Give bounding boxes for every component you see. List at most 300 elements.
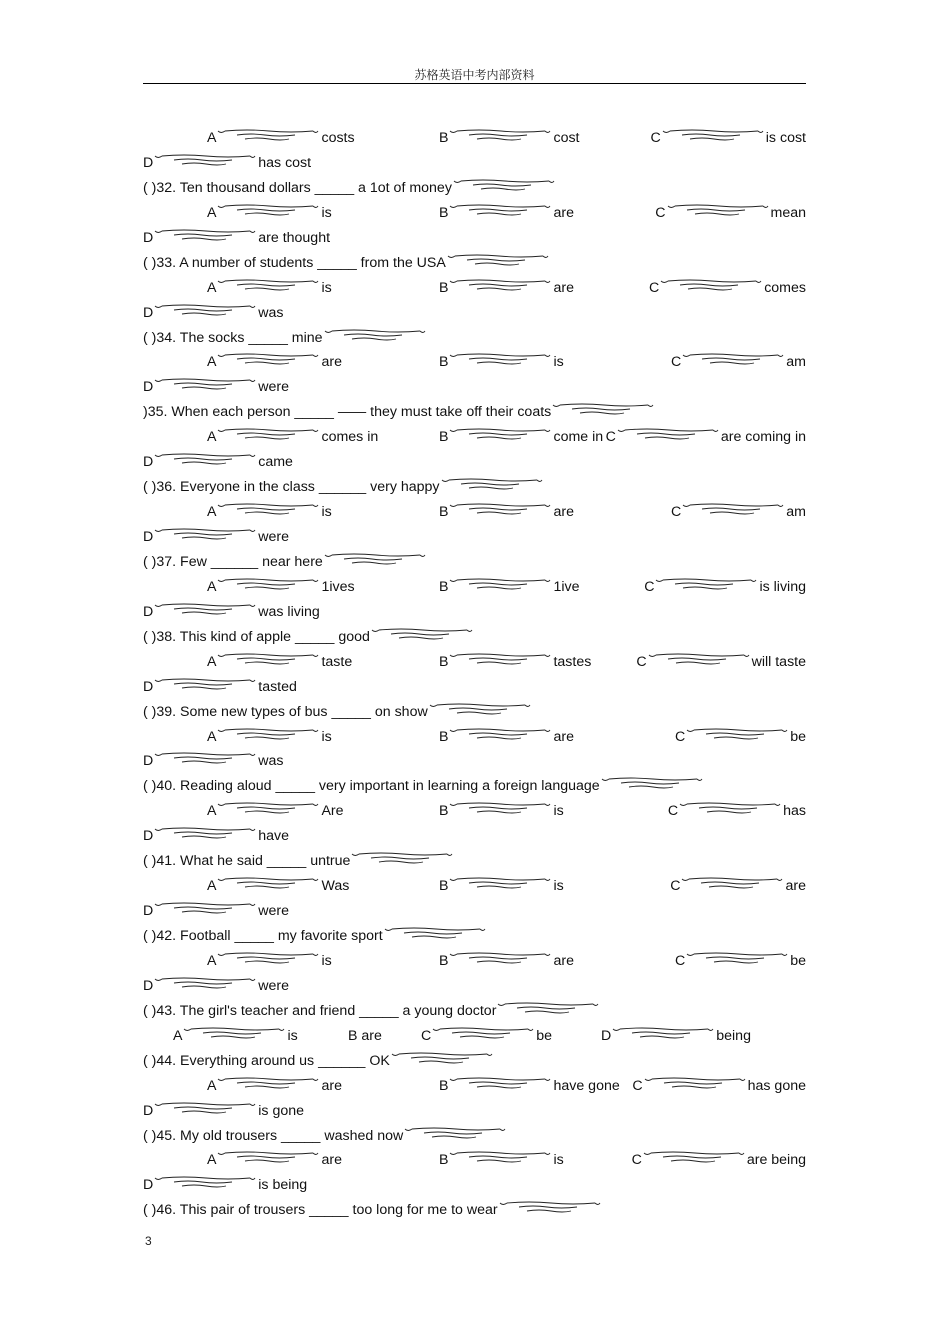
wavy-underline-icon (217, 951, 319, 967)
options-line (143, 725, 806, 750)
option-text: was (258, 304, 284, 321)
answer-option (644, 575, 806, 600)
question-text: ( )44. Everything around us ______ OK (143, 1052, 390, 1069)
wavy-underline-icon (404, 1126, 506, 1142)
option-text: comes (764, 279, 806, 296)
option-letter: A (207, 279, 217, 296)
option-text: were (258, 379, 290, 396)
option-d-line (143, 749, 806, 774)
answer-option (439, 1074, 620, 1099)
answer-option (632, 1148, 806, 1173)
wavy-underline-icon (217, 1076, 319, 1092)
wavy-underline-icon (449, 1150, 551, 1166)
wavy-underline-icon (644, 1076, 746, 1092)
option-letter: A (207, 578, 217, 595)
answer-option (439, 201, 574, 226)
option-letter: C (632, 1077, 643, 1094)
option-letter: D (143, 229, 154, 246)
wavy-underline-icon (449, 502, 551, 518)
question-text: )35. When each person _____ —— they must take off their coats (143, 404, 552, 421)
page-header: 苏格英语中考内部资料 (414, 68, 535, 82)
wavy-underline-icon (449, 203, 551, 219)
option-text: are (553, 204, 574, 221)
question-line (143, 550, 806, 575)
option-letter: B (439, 279, 449, 296)
option-text: is (321, 504, 332, 521)
option-text: am (786, 504, 806, 521)
option-letter: D (143, 753, 154, 770)
answer-option (173, 1024, 298, 1049)
wavy-underline-icon (449, 128, 551, 144)
wavy-underline-icon (154, 751, 256, 767)
wavy-underline-icon (681, 876, 783, 892)
option-letter: C (671, 354, 682, 371)
option-letter: A (207, 354, 217, 371)
answer-option (439, 874, 564, 899)
option-letter: C (671, 504, 682, 521)
options-line (143, 350, 806, 375)
option-text: have gone (553, 1077, 620, 1094)
option-d-line (143, 600, 806, 625)
option-text: tasted (258, 678, 297, 695)
option-letter: C (674, 728, 686, 745)
option-text: Are (321, 803, 344, 820)
option-text: is living (759, 578, 806, 595)
option-letter: D (143, 304, 154, 321)
question-text: ( )46. This pair of trousers _____ too long for me to wear (143, 1202, 498, 1219)
options-line (143, 1074, 806, 1099)
wavy-underline-icon (679, 801, 781, 817)
option-text: were (258, 529, 290, 545)
answer-option (207, 500, 332, 525)
question-line (143, 400, 806, 425)
answer-option (636, 650, 806, 675)
question-text: ( )37. Few ______ near here (143, 553, 323, 570)
option-text: are coming in (720, 429, 806, 446)
answer-option (606, 425, 806, 450)
question-line (143, 251, 806, 276)
options-line (143, 126, 806, 151)
option-letter: A (207, 878, 217, 895)
question-line (143, 326, 806, 351)
question-text: ( )34. The socks _____ mine (143, 329, 323, 346)
answer-option (207, 799, 344, 824)
option-text: is (553, 878, 564, 895)
answer-option (670, 874, 806, 899)
answer-option (439, 276, 574, 301)
wavy-underline-icon (154, 901, 256, 917)
options-line (143, 650, 806, 675)
answer-option (439, 126, 580, 151)
wavy-underline-icon (449, 427, 551, 443)
answer-option (207, 126, 355, 151)
option-letter: A (207, 1152, 217, 1169)
option-letter: A (207, 653, 217, 670)
option-d-line (143, 1099, 806, 1124)
option-text: was (258, 753, 284, 770)
option-letter: A (173, 1027, 183, 1044)
answer-option (439, 575, 580, 600)
answer-option (421, 1024, 552, 1049)
option-text: is (321, 952, 332, 969)
option-letter: C (648, 279, 660, 296)
wavy-underline-icon (432, 1026, 534, 1042)
question-line (143, 1124, 806, 1149)
question-text: ( )36. Everyone in the class ______ very happy (143, 479, 440, 496)
answer-option (439, 949, 574, 974)
option-text: has (783, 803, 806, 820)
wavy-underline-icon (449, 876, 551, 892)
option-text: was living (258, 603, 320, 620)
wavy-underline-icon (601, 776, 703, 792)
option-letter: C (650, 130, 661, 146)
wavy-underline-icon (154, 1175, 256, 1191)
option-text: be (536, 1027, 553, 1044)
option-letter: C (644, 578, 655, 595)
option-letter: D (601, 1027, 612, 1044)
option-text: are (321, 1152, 342, 1169)
wavy-underline-icon (154, 452, 256, 468)
answer-option (649, 276, 806, 301)
question-line (143, 700, 806, 725)
option-text: is (553, 1152, 564, 1169)
answer-option (439, 650, 591, 675)
wavy-underline-icon (384, 926, 486, 942)
answer-option (207, 425, 378, 450)
wavy-underline-icon (217, 128, 319, 144)
wavy-underline-icon (217, 652, 319, 668)
option-letter: D (143, 1177, 154, 1194)
option-text: Was (321, 878, 350, 895)
option-d-line (143, 675, 806, 700)
wavy-underline-icon (391, 1051, 493, 1067)
wavy-underline-icon (154, 527, 256, 543)
option-text: is (321, 279, 332, 296)
option-text: have (258, 828, 290, 845)
wavy-underline-icon (449, 352, 551, 368)
option-text: 1ives (321, 578, 355, 595)
option-letter: C (670, 878, 681, 895)
answer-option (671, 350, 806, 375)
options-line (143, 500, 806, 525)
question-text: ( )39. Some new types of bus _____ on show (143, 703, 428, 720)
question-line (143, 1049, 806, 1074)
answer-option (207, 874, 349, 899)
options-line (143, 575, 806, 600)
option-text: being (716, 1027, 751, 1044)
question-line (143, 999, 806, 1024)
option-text: cost (553, 130, 580, 146)
wavy-underline-icon (217, 801, 319, 817)
exercise-content (143, 126, 806, 1223)
option-letter: D (143, 903, 154, 920)
option-text: is (553, 803, 564, 820)
answer-option (439, 799, 564, 824)
wavy-underline-icon (449, 1076, 551, 1092)
header-divider (143, 83, 806, 84)
option-text: are (553, 952, 574, 969)
option-text: are (553, 504, 574, 521)
wavy-underline-icon (217, 427, 319, 443)
option-letter: C (636, 653, 647, 670)
option-text: are (553, 728, 574, 745)
option-text: were (258, 903, 290, 920)
option-text: is (553, 354, 564, 371)
option-letter: B (439, 204, 449, 221)
question-line (143, 849, 806, 874)
answer-option (439, 350, 564, 375)
wavy-underline-icon (351, 851, 453, 867)
options-line (143, 1148, 806, 1173)
question-line (143, 625, 806, 650)
option-letter: B (439, 1077, 449, 1094)
question-text: ( )45. My old trousers _____ washed now (143, 1127, 404, 1144)
answer-option (207, 276, 332, 301)
wavy-underline-icon (447, 253, 549, 269)
answer-option (439, 500, 574, 525)
option-letter: A (207, 204, 217, 221)
option-text: tastes (553, 653, 592, 670)
answer-option (207, 725, 332, 750)
option-text: is (321, 728, 332, 745)
option-text: are (785, 878, 806, 895)
answer-option (675, 949, 806, 974)
question-line (143, 774, 806, 799)
wavy-underline-icon (371, 627, 473, 643)
question-line (143, 176, 806, 201)
option-text: are (553, 279, 574, 296)
option-letter: B (439, 1152, 449, 1169)
question-text: ( )33. A number of students _____ from the USA (143, 254, 446, 271)
options-line (143, 201, 806, 226)
wavy-underline-icon (217, 203, 319, 219)
wavy-underline-icon (449, 801, 551, 817)
option-letter: B (439, 354, 449, 371)
option-text: is being (258, 1177, 308, 1194)
option-letter: C (674, 952, 686, 969)
option-d-line (143, 226, 806, 251)
wavy-underline-icon (154, 677, 256, 693)
option-text: is (321, 204, 332, 221)
answer-option (601, 1024, 751, 1049)
answer-option (632, 1074, 806, 1099)
wavy-underline-icon (617, 427, 719, 443)
options-line (143, 949, 806, 974)
wavy-underline-icon (217, 577, 319, 593)
question-text: ( )32. Ten thousand dollars _____ a 1ot of money (143, 179, 452, 196)
option-text: is (287, 1027, 298, 1044)
option-text: are (321, 354, 342, 371)
wavy-underline-icon (217, 352, 319, 368)
answer-option (207, 350, 342, 375)
wavy-underline-icon (324, 552, 426, 568)
wavy-underline-icon (154, 1101, 256, 1117)
option-text: come in (553, 429, 604, 446)
wavy-underline-icon (497, 1001, 599, 1017)
page-number: 3 (145, 1234, 152, 1248)
option-text: are (321, 1077, 342, 1094)
answer-option (207, 201, 332, 226)
option-letter: C (631, 1152, 642, 1169)
wavy-underline-icon (648, 652, 750, 668)
option-letter: A (207, 504, 217, 521)
wavy-underline-icon (449, 652, 551, 668)
wavy-underline-icon (499, 1200, 601, 1216)
option-text: be (790, 728, 806, 745)
options-line (143, 1024, 806, 1049)
wavy-underline-icon (217, 502, 319, 518)
wavy-underline-icon (453, 178, 555, 194)
wavy-underline-icon (643, 1150, 745, 1166)
wavy-underline-icon (449, 577, 551, 593)
option-letter: C (655, 204, 666, 221)
options-line (143, 874, 806, 899)
options-line (143, 799, 806, 824)
option-letter: B (439, 429, 449, 446)
option-text: comes in (321, 429, 379, 446)
option-letter: D (143, 154, 154, 171)
wavy-underline-icon (441, 477, 543, 493)
answer-option (207, 650, 352, 675)
option-letter: D (143, 678, 154, 695)
question-text: ( )40. Reading aloud _____ very important in learning a foreign language (143, 778, 600, 795)
answer-option (207, 1074, 342, 1099)
question-text: ( )38. This kind of apple _____ good (143, 628, 370, 645)
option-text: B are (348, 1027, 382, 1044)
option-d-line (143, 450, 806, 475)
option-letter: A (207, 952, 217, 969)
answer-option (651, 126, 806, 151)
question-text: ( )41. What he said _____ untrue (143, 853, 351, 870)
option-text: has cost (258, 154, 312, 171)
answer-option (207, 575, 355, 600)
answer-option (668, 799, 806, 824)
option-text: 1ive (553, 578, 580, 595)
option-letter: D (143, 1102, 154, 1119)
answer-option (439, 425, 603, 450)
option-d-line (143, 151, 806, 176)
wavy-underline-icon (154, 153, 256, 169)
option-d-line (143, 375, 806, 400)
option-d-line (143, 974, 806, 999)
wavy-underline-icon (429, 702, 531, 718)
option-letter: B (439, 130, 449, 146)
wavy-underline-icon (449, 278, 551, 294)
answer-option (348, 1024, 382, 1049)
option-text: mean (770, 204, 806, 221)
answer-option (675, 725, 806, 750)
wavy-underline-icon (686, 951, 788, 967)
option-d-line (143, 525, 806, 550)
option-text: is gone (258, 1102, 304, 1119)
option-d-line (143, 1173, 806, 1198)
option-d-line (143, 824, 806, 849)
option-text: taste (321, 653, 353, 670)
wavy-underline-icon (217, 876, 319, 892)
wavy-underline-icon (449, 727, 551, 743)
option-text: am (786, 354, 806, 371)
wavy-underline-icon (686, 727, 788, 743)
option-letter: B (439, 952, 449, 969)
option-letter: A (207, 130, 217, 146)
option-letter: C (667, 803, 679, 820)
question-text: ( )42. Football _____ my favorite sport (143, 928, 383, 944)
answer-option (439, 725, 574, 750)
wavy-underline-icon (662, 128, 764, 144)
wavy-underline-icon (682, 502, 784, 518)
wavy-underline-icon (449, 951, 551, 967)
wavy-underline-icon (667, 203, 769, 219)
option-letter: D (143, 379, 154, 396)
wavy-underline-icon (183, 1026, 285, 1042)
answer-option (207, 1148, 342, 1173)
option-text: are being (746, 1152, 806, 1169)
question-line (143, 924, 806, 949)
wavy-underline-icon (154, 377, 256, 393)
option-letter: B (439, 803, 449, 820)
wavy-underline-icon (217, 1150, 319, 1166)
wavy-underline-icon (154, 976, 256, 992)
wavy-underline-icon (154, 228, 256, 244)
option-letter: D (143, 529, 154, 545)
wavy-underline-icon (552, 402, 654, 418)
option-letter: A (207, 1077, 217, 1094)
option-letter: C (605, 429, 616, 446)
option-letter: D (143, 454, 154, 471)
option-text: be (790, 952, 806, 969)
option-letter: D (143, 977, 154, 994)
options-line (143, 425, 806, 450)
option-letter: B (439, 578, 449, 595)
wavy-underline-icon (217, 727, 319, 743)
answer-option (655, 201, 806, 226)
options-line (143, 276, 806, 301)
option-letter: B (439, 728, 449, 745)
option-letter: B (439, 504, 449, 521)
wavy-underline-icon (154, 303, 256, 319)
option-letter: D (143, 828, 154, 845)
wavy-underline-icon (612, 1026, 714, 1042)
answer-option (671, 500, 806, 525)
option-text: is cost (765, 130, 806, 146)
question-line (143, 1198, 806, 1223)
wavy-underline-icon (217, 278, 319, 294)
wavy-underline-icon (682, 352, 784, 368)
option-letter: B (439, 653, 449, 670)
option-text: were (258, 977, 290, 994)
wavy-underline-icon (154, 602, 256, 618)
wavy-underline-icon (660, 278, 762, 294)
option-text: will taste (751, 653, 806, 670)
answer-option (439, 1148, 564, 1173)
option-text: came (258, 454, 293, 471)
option-d-line (143, 899, 806, 924)
option-text: costs (321, 130, 355, 146)
option-letter: A (207, 803, 217, 820)
question-text: ( )43. The girl's teacher and friend _____ a young doctor (143, 1002, 497, 1019)
option-letter: D (143, 603, 154, 620)
option-text: are thought (258, 229, 331, 246)
option-d-line (143, 301, 806, 326)
option-text: has gone (747, 1077, 806, 1094)
question-line (143, 475, 806, 500)
wavy-underline-icon (154, 826, 256, 842)
option-letter: B (439, 878, 449, 895)
option-letter: A (207, 429, 217, 446)
wavy-underline-icon (655, 577, 757, 593)
wavy-underline-icon (324, 328, 426, 344)
option-letter: A (207, 728, 217, 745)
